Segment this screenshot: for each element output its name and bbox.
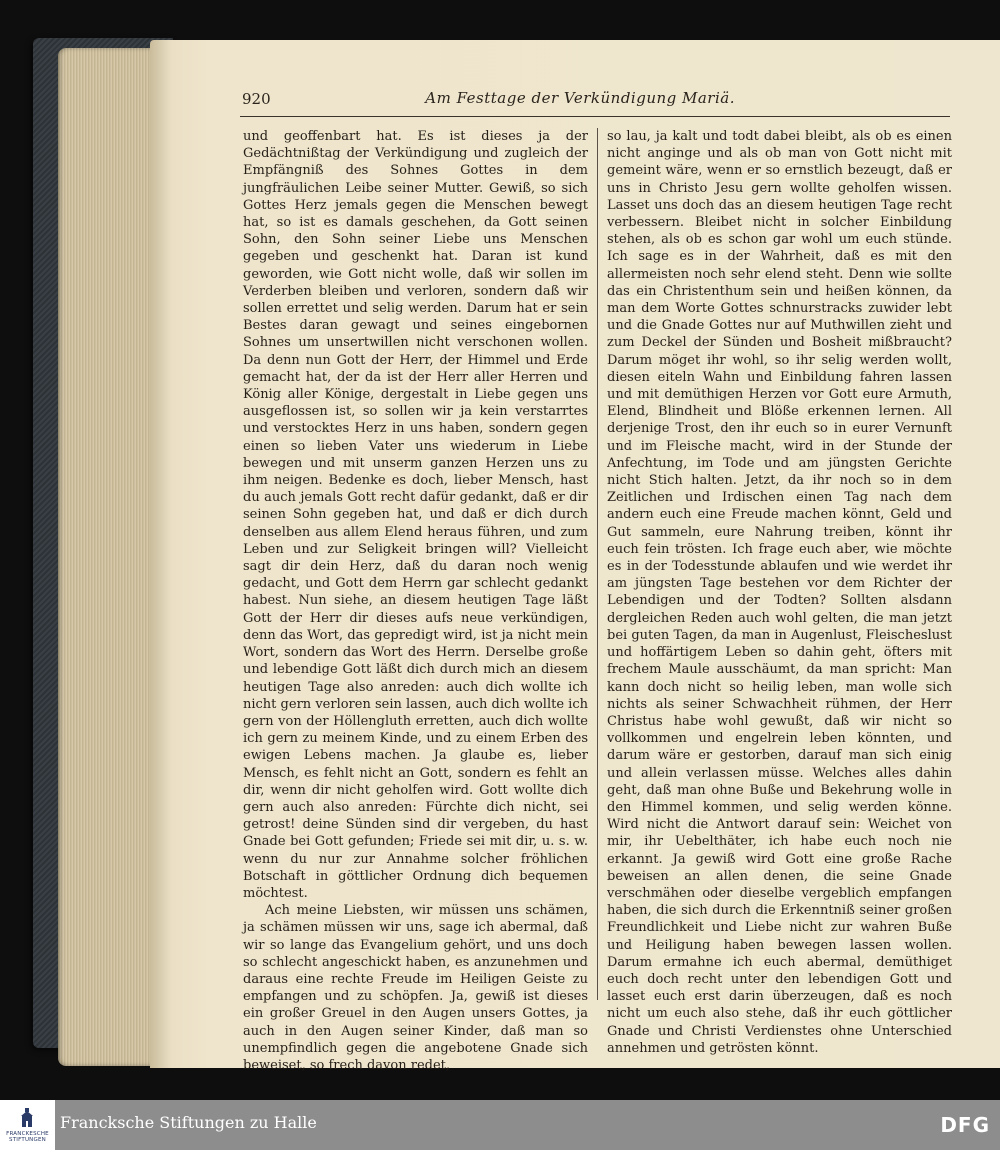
paragraph: und geoffenbart hat. Es ist dieses ja der Gedächtnißtag der Verkündigung und zugleich der Empfängniß des Sohnes Gottes in dem jungfräulichen Leibe seiner Mutter. Gewiß, so sich Gottes Herz jemals gegen die Menschen bewegt hat, so ist es damals geschehen, da Gott seinen Sohn, den Sohn seiner Liebe uns Menschen gegeben und geschenkt hat. Daran ist kund geworden, wie Gott nicht wolle, daß wir sollen im Verderben bleiben und verloren, sondern daß wir sollen errettet und selig werden. Darum hat er sein Bestes daran gewagt und seines eingebornen Sohnes um unsertwillen nicht verschonen wollen. Da denn nun Gott der Herr, der Himmel und Erde gemacht hat, der da ist der Herr aller Herren und König aller Könige, dergestalt in Liebe gegen uns ausgeflossen ist, so sollen wir ja kein verstarrtes und verstocktes Herz in uns haben, sondern gegen einen so lieben Vater uns wiederum in Liebe bewegen und mit unserm ganzen Herzen uns zu ihm neigen. Bedenke es doch, lieber Mensch, hast du auch jemals Gott recht dafür gedankt, daß er dir seinen Sohn gegeben hat, und daß er dich durch denselben aus allem Elend heraus führen, und zum Leben und zur Seligkeit bringen will? Vielleicht sagt dir dein Herz, daß du daran noch wenig gedacht, und Gott dem Herrn gar schlecht gedankt habest. Nun siehe, an diesem heutigen Tage läßt Gott der Herr dir dieses aufs neue verkündigen, denn das Wort, das gepredigt wird, ist ja nicht mein Wort, sondern das Wort des Herrn. Derselbe große und lebendige Gott läßt dich durch mich an diesem heutigen Tage also anreden: auch dich wollte ich nicht gern verloren sein lassen, auch dich wollte ich gern von der Höllengluth erretten, auch dich wollte ich gern zu meinem Kinde, und zu einem Erben des ewigen Lebens machen. Ja glaube es, lieber Mensch, es fehlt nicht an Gott, sondern es fehlt an dir, wenn dir nicht geholfen wird. Gott wollte dich gern auch also anreden: Fürchte dich nicht, sei getrost! deine Sünden sind dir vergeben, du hast Gnade bei Gott gefunden; Friede sei mit dir, u. s. w. wenn du nur zur Annahme solcher fröhlichen Botschaft in göttlicher Ordnung dich bequemen möchtest. — [243, 129, 588, 901]
page-number: 920 — [242, 90, 271, 108]
logo-wordmark: FRANCKESCHE STIFTUNGEN — [6, 1131, 49, 1143]
dfg-logo[interactable]: DFG — [940, 1113, 990, 1137]
running-title: Am Festtage der Verkündigung Mariä. — [425, 89, 735, 107]
column-divider — [597, 128, 598, 1000]
viewer-footer — [0, 1100, 1000, 1150]
building-icon — [20, 1108, 34, 1128]
institution-logo[interactable] — [0, 1100, 55, 1150]
paragraph: Ach meine Liebsten, wir müssen uns schämen, ja schämen müssen wir uns, sage ich abermal, daß wir so lange das Evangelium gehört, und uns doch so schlecht angeschickt haben, es anzunehmen und daraus eine rechte Freude im Heiligen Geiste zu empfangen und zu schöpfen. Ja, gewiß ist dieses ein großer Greuel in den Augen unsers Gottes, ja auch in den Augen seiner Kinder, daß man so unempfindlich gegen die angebotene Gnade sich beweiset, so frech davon redet, — [243, 903, 588, 1073]
institution-name[interactable]: Francksche Stiftungen zu Halle — [60, 1113, 317, 1132]
text-column-right — [607, 128, 952, 1056]
text-column-left — [243, 128, 588, 1073]
paragraph: so lau, ja kalt und todt dabei bleibt, als ob es einen nicht anginge und als ob man von Gott nicht mit gemeint wäre, wenn er so ernstlich bezeugt, daß er uns in Christo Jesu gern wollte geholfen wissen. Lasset uns doch das an diesem heutigen Tage recht verbessern. Bleibet nicht in solcher Einbildung stehen, als ob es schon gar wohl um euch stünde. Ich sage es in der Wahrheit, daß es mit den allermeisten noch sehr elend steht. Denn wie sollte das ein Christenthum sein und heißen können, da man dem Worte Gottes schnurstracks zuwider lebt und die Gnade Gottes nur auf Muthwillen zieht und zum Deckel der Sünden und Bosheit mißbraucht? Darum möget ihr wohl, so ihr selig werden wollt, diesen eiteln Wahn und Einbildung fahren lassen und mit demüthigen Herzen vor Gott eure Armuth, Elend, Blindheit und Blöße erkennen lernen. All derjenige Trost, den ihr euch so in eurer Vernunft und im Fleische macht, wird in der Stunde der Anfechtung, im Tode und am jüngsten Gerichte nicht Stich halten. Jetzt, da ihr noch so in dem Zeitlichen und Irdischen einen Tag nach dem andern euch eine Freude machen könnt, Geld und Gut sammeln, eure Nahrung treiben, könnt ihr euch fein trösten. Ich frage euch aber, wie möchte es in der Todesstunde ablaufen und wie werdet ihr am jüngsten Tage bestehen vor dem Richter der Lebendigen und der Todten? Sollten alsdann dergleichen Reden auch wohl gelten, die man jetzt bei guten Tagen, da man in Augenlust, Fleischeslust und hoffärtigem Leben so dahin geht, öfters mit frechem Maule ausschäumt, da man spricht: Man kann doch nicht so heilig leben, man wolle sich nichts als seiner Schwachheit rühmen, der Herr Christus habe wohl gewußt, daß wir nicht so vollkommen und engelrein leben könnten, und darum wäre er gestorben, darauf man sich einig und allein verlassen müsse. Welches alles dahin geht, daß man ohne Buße und Bekehrung wolle in den Himmel kommen, und selig werden könne. Wird nicht die Antwort darauf sein: Weichet von mir, ihr Uebelthäter, ich habe euch noch nie erkannt. Ja gewiß wird Gott eine große Rache beweisen an allen denen, die seine Gnade verschmähen oder dieselbe vergeblich empfangen haben, die sich durch die Erkenntniß seiner großen Freundlichkeit und Liebe nicht zur wahren Buße und Heiligung haben bewegen lassen wollen. Darum ermahne ich euch abermal, demüthiget euch doch recht unter den lebendigen Gott und lasset euch erst darin überzeugen, daß es noch nicht um euch also stehe, daß ihr euch göttlicher Gnade und Christi Verdienstes ohne Unterschied annehmen und getrösten könnt. — [607, 129, 952, 1056]
page-header — [240, 86, 950, 117]
